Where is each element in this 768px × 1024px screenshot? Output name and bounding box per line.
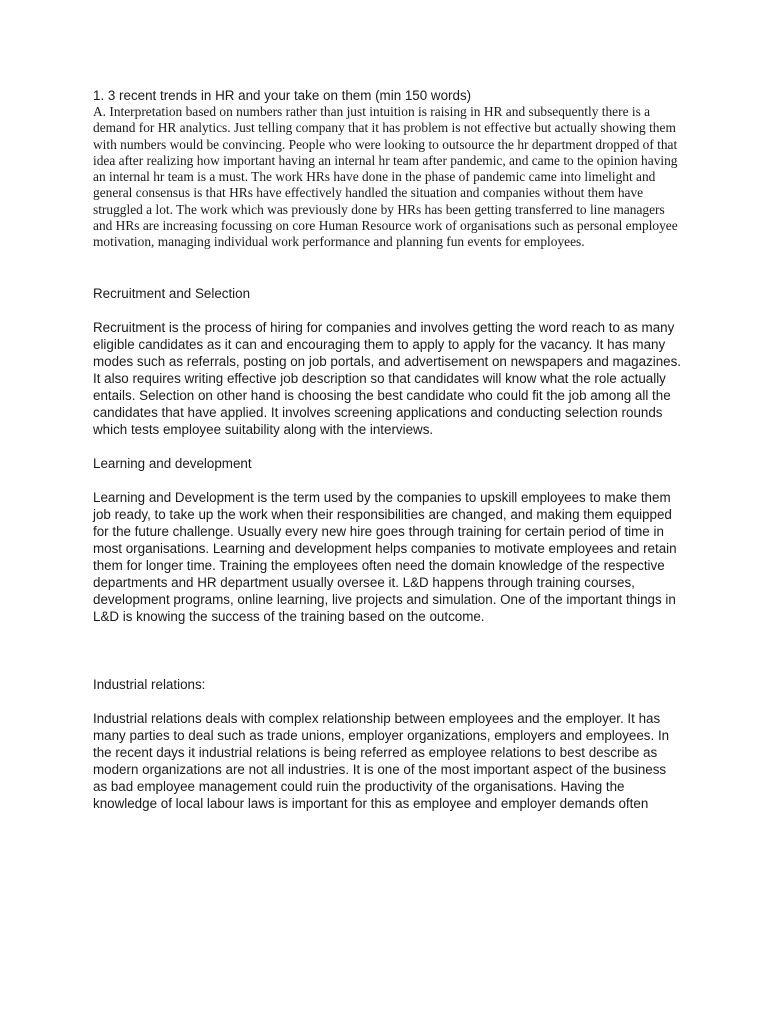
question-text: 1. 3 recent trends in HR and your take on them (min 150 words): [93, 88, 472, 103]
section-heading-recruitment: Recruitment and Selection: [93, 285, 251, 301]
section-body-learning: Learning and Development is the term used by the companies to upskill employees to make them job ready, to take up the work when their responsibilities are changed, and making them equipped for the future challenge. Usually every new hire goes through training for certain period of time in most organisations. Learning and development helps companies to motivate employees and retain them for longer time. Training the employees often need the domain knowledge of the respective departments and HR department usually oversee it. L&D happens through training courses, development programs, online learning, live projects and simulation. One of the important things in L&D is knowing the success of the training based on the outcome.: [93, 489, 677, 624]
section-body-recruitment: Recruitment is the process of hiring for companies and involves getting the word reach to as many eligible candidates as it can and encouraging them to apply to apply for the vacancy. It has many modes such as referrals, posting on job portals, and advertisement on newspapers and magazines. It also requires writing effective job description so that candidates will know what the role actually entails. Selection on other hand is choosing the best candidate who could fit the job among all the candidates that have applied. It involves screening applications and conducting selection rounds which tests employee suitability along with the interviews.: [93, 319, 682, 437]
section-body-industrial: Industrial relations deals with complex relationship between employees and the employer. It has many parties to deal such as trade unions, employer organizations, employers and employees. In the recent days it industrial relations is being referred as employee relations to best describe as modern organizations are not all industries. It is one of the most important aspect of the business as bad employee management could ruin the productivity of the organisations. Having the knowledge of local labour laws is important for this as employee and employer demands often: [93, 710, 670, 811]
section-heading-industrial: Industrial relations:: [93, 676, 206, 692]
document-page: [93, 87, 683, 829]
section-heading-learning: Learning and development: [93, 455, 252, 471]
answer-text: A. Interpretation based on numbers rather than just intuition is raising in HR and subsequently there is a demand for HR analytics. Just telling company that it has problem is not effective but actually showing them with numbers would be convincing. People who were looking to outsource the hr department dropped of that idea after realizing how important having an internal hr team after pandemic, and came to the opinion having an internal hr team is a must. The work HRs have done in the phase of pandemic came into limelight and general consensus is that HRs have effectively handled the situation and companies without them have struggled a lot. The work which was previously done by HRs has been getting transferred to line managers and HRs are increasing focussing on core Human Resource work of organisations such as personal employee motivation, managing individual work performance and planning fun events for employees.: [93, 104, 678, 250]
